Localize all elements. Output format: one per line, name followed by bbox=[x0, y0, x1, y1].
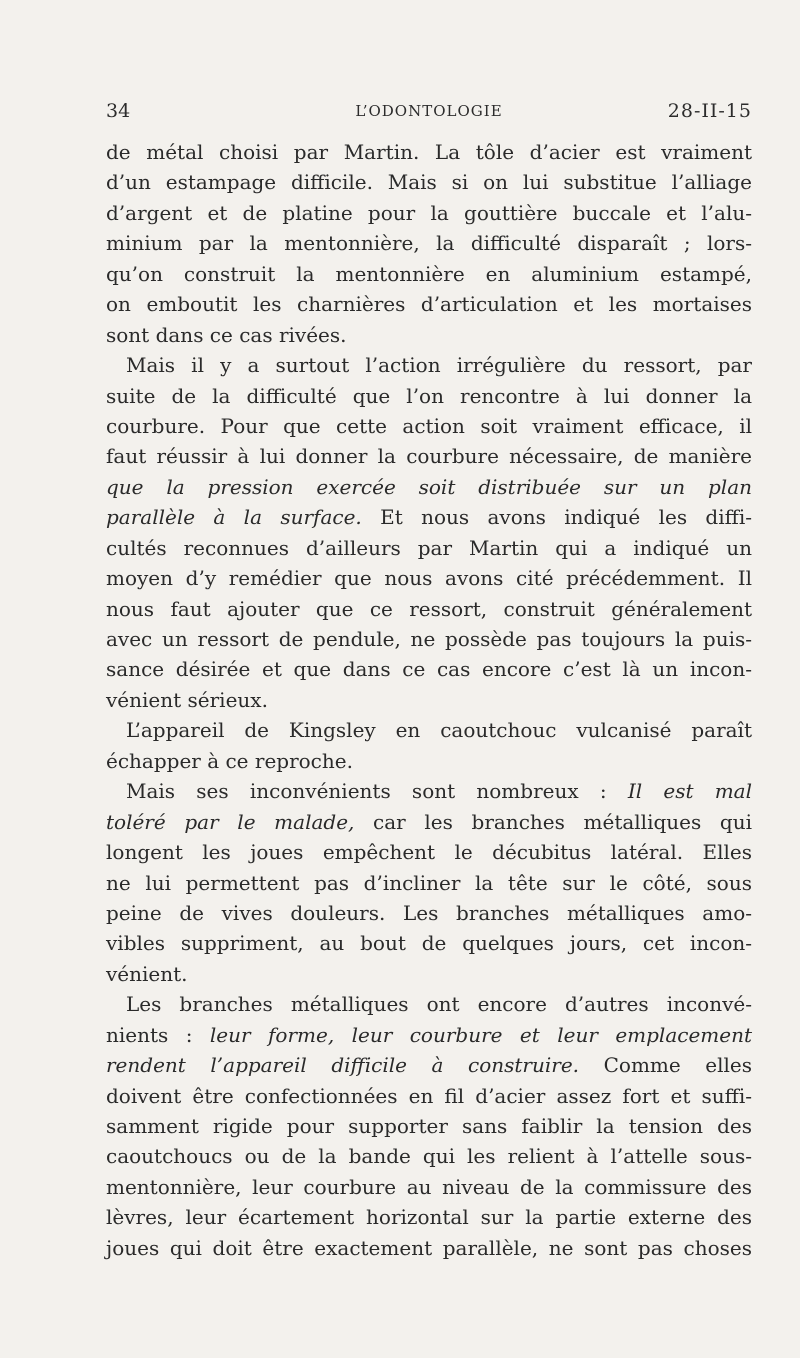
text-line: échapper à ce reproche. bbox=[106, 748, 353, 773]
text-line: sance désirée et que dans ce cas encore c’est là un incon- bbox=[106, 657, 752, 682]
text-line: suite de la difficulté que l’on rencontre à lui donner la bbox=[106, 383, 752, 408]
text-line: parallèle à la surface. Et nous avons indiqué les diffi- bbox=[106, 505, 752, 530]
text-line: que la pression exercée soit distribuée sur un plan bbox=[106, 474, 752, 499]
text-line: ne lui permettent pas d’incliner la tête sur le côté, sous bbox=[106, 870, 752, 895]
running-header bbox=[106, 100, 752, 130]
text-line: nients : leur forme, leur courbure et leur emplacement bbox=[106, 1022, 752, 1047]
running-title: L’ODONTOLOGIE bbox=[355, 102, 503, 120]
text-line: caoutchoucs ou de la bande qui les relient à l’attelle sous- bbox=[106, 1144, 752, 1169]
text-line: avec un ressort de pendule, ne possède pas toujours la puis- bbox=[106, 627, 752, 651]
text-line: Les branches métalliques ont encore d’autres inconvé- bbox=[126, 992, 752, 1017]
text-line: courbure. Pour que cette action soit vraiment efficace, il bbox=[106, 413, 752, 438]
text-line: lèvres, leur écartement horizontal sur la partie externe des bbox=[106, 1205, 752, 1230]
text-line: joues qui doit être exactement parallèle, ne sont pas choses bbox=[106, 1235, 752, 1260]
text-line: peine de vives douleurs. Les branches métalliques amo- bbox=[106, 900, 752, 925]
text-line: de métal choisi par Martin. La tôle d’acier est vraiment bbox=[106, 140, 752, 164]
text-line: qu’on construit la mentonnière en aluminium estampé, bbox=[106, 261, 752, 286]
text-line: toléré par le malade, car les branches métalliques qui bbox=[106, 809, 752, 834]
text-line: moyen d’y remédier que nous avons cité précédemment. Il bbox=[106, 566, 752, 591]
text-line: d’un estampage difficile. Mais si on lui substitue l’alliage bbox=[106, 170, 752, 195]
text-line: vibles suppriment, au bout de quelques jours, cet incon- bbox=[106, 931, 752, 956]
text-line: on emboutit les charnières d’articulation et les mortaises bbox=[106, 292, 752, 317]
text-line: cultés reconnues d’ailleurs par Martin qui a indiqué un bbox=[106, 535, 752, 560]
text-line: rendent l’appareil difficile à construire. Comme elles bbox=[106, 1053, 752, 1078]
issue-date: 28-II-15 bbox=[667, 100, 752, 122]
text-line: faut réussir à lui donner la courbure nécessaire, de manière bbox=[106, 444, 752, 469]
text-line: nous faut ajouter que ce ressort, construit généralement bbox=[106, 596, 752, 621]
text-line: longent les joues empêchent le décubitus latéral. Elles bbox=[106, 840, 752, 865]
text-line: minium par la mentonnière, la difficulté disparaît ; lors- bbox=[106, 231, 752, 256]
text-line: vénient sérieux. bbox=[106, 687, 268, 712]
text-line: Mais ses inconvénients sont nombreux : Il est mal bbox=[126, 779, 752, 804]
text-line: L’appareil de Kingsley en caoutchouc vulcanisé paraît bbox=[126, 718, 752, 743]
text-line: mentonnière, leur courbure au niveau de la commissure des bbox=[106, 1174, 752, 1199]
text-line: vénient. bbox=[106, 961, 188, 986]
text-line: sont dans ce cas rivées. bbox=[106, 322, 347, 347]
body-text bbox=[106, 137, 752, 1263]
text-line: d’argent et de platine pour la gouttière buccale et l’alu- bbox=[106, 200, 752, 225]
text-line: samment rigide pour supporter sans faiblir la tension des bbox=[106, 1114, 752, 1138]
page-number: 34 bbox=[106, 100, 131, 122]
text-line: doivent être confectionnées en fil d’acier assez fort et suffi- bbox=[106, 1083, 752, 1108]
text-line: Mais il y a surtout l’action irrégulière du ressort, par bbox=[126, 353, 752, 378]
